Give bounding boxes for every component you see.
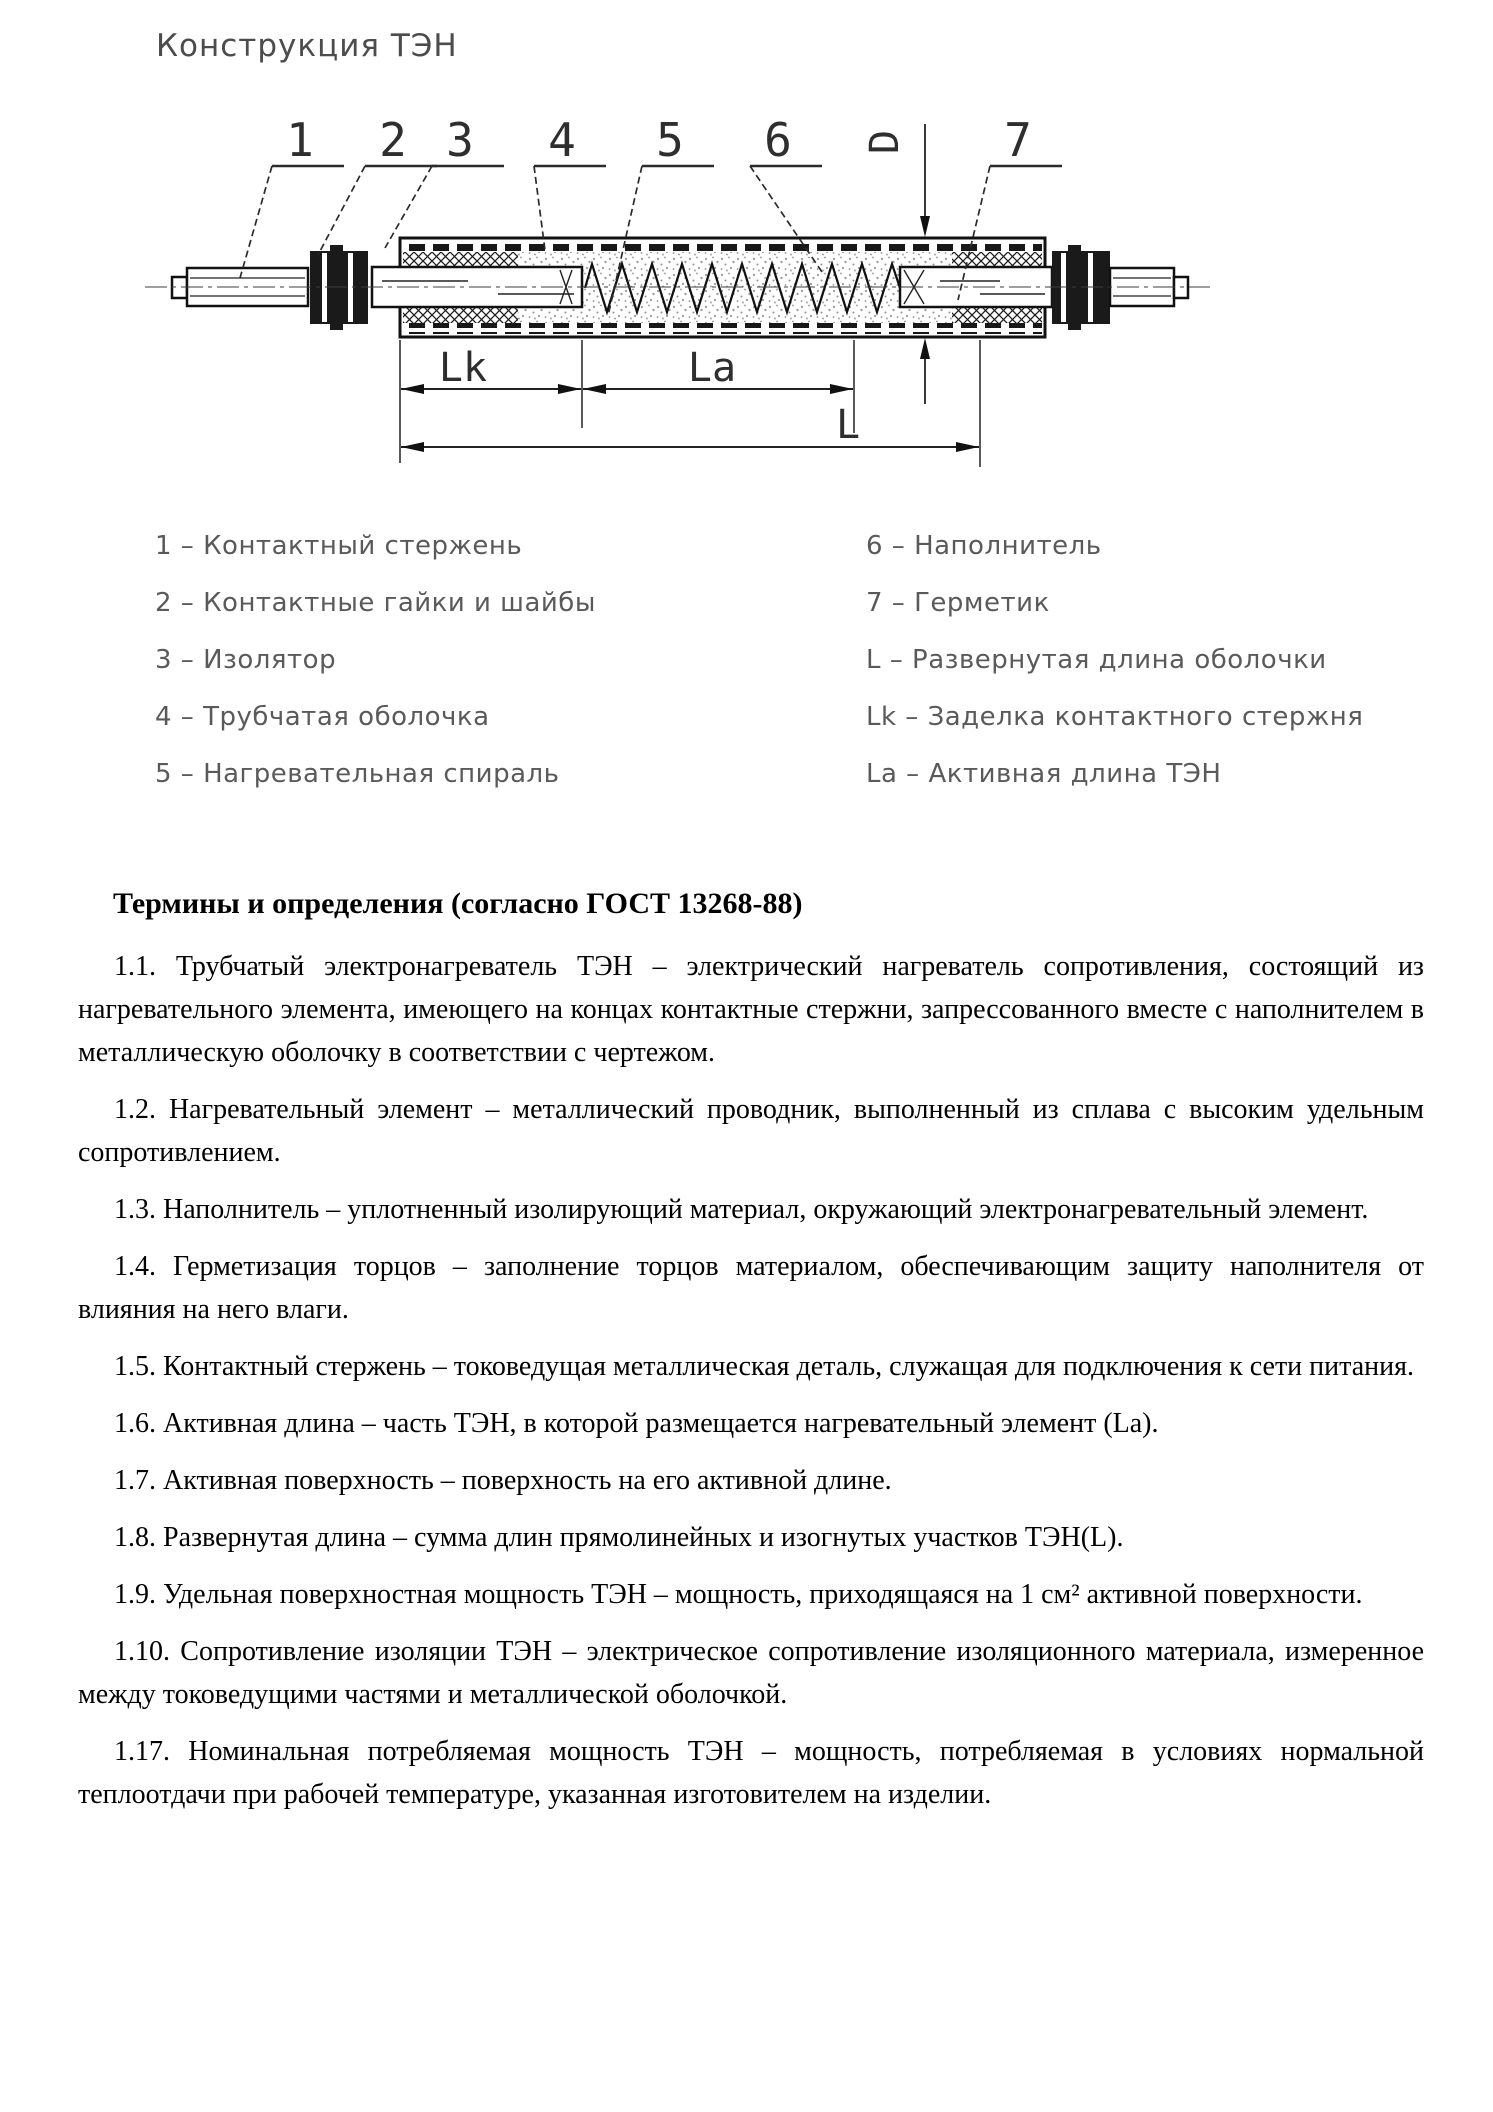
term-paragraph-1-4: 1.4. Герметизация торцов – заполнение торцов материалом, обеспечивающим защиту наполнителя от влияния на него влаги. bbox=[78, 1251, 1424, 1325]
callout-5: 5 bbox=[656, 113, 684, 167]
terms-heading: Термины и определения (согласно ГОСТ 13268-88) bbox=[113, 887, 803, 920]
page-title: Конструкция ТЭН bbox=[156, 28, 458, 64]
term-paragraph-1-17: 1.17. Номинальная потребляемая мощность ТЭН – мощность, потребляемая в условиях нормальной теплоотдачи при рабочей температуре, указанная изготовителем на изделии. bbox=[78, 1736, 1424, 1810]
legend-item-L: L – Развернутая длина оболочки bbox=[866, 645, 1327, 675]
ten-construction-diagram bbox=[0, 0, 1493, 490]
dim-label-la: La bbox=[687, 345, 737, 391]
legend-item-La: La – Активная длина ТЭН bbox=[866, 759, 1222, 789]
callout-3: 3 bbox=[446, 113, 474, 167]
term-paragraph-1-9: 1.9. Удельная поверхностная мощность ТЭН – мощность, приходящаяся на 1 см² активной поверхности. bbox=[114, 1579, 1363, 1610]
callout-7: 7 bbox=[1004, 113, 1032, 167]
callout-6: 6 bbox=[764, 113, 792, 167]
legend-item-5: 5 – Нагревательная спираль bbox=[155, 759, 560, 789]
terms-section bbox=[78, 884, 1424, 1830]
legend-item-6: 6 – Наполнитель bbox=[866, 531, 1102, 561]
legend-column-right bbox=[866, 531, 1363, 816]
legend-item-7: 7 – Герметик bbox=[866, 588, 1050, 618]
term-paragraph-1-5: 1.5. Контактный стержень – токоведущая металлическая деталь, служащая для подключения к сети питания. bbox=[114, 1351, 1414, 1382]
legend-item-4: 4 – Трубчатая оболочка bbox=[155, 702, 490, 732]
shell-wall-bottom bbox=[403, 323, 1042, 334]
shell-wall-top bbox=[403, 241, 1042, 252]
legend-item-Lk: Lk – Заделка контактного стержня bbox=[866, 702, 1364, 732]
callout-1: 1 bbox=[286, 113, 314, 167]
term-paragraph-1-6: 1.6. Активная длина – часть ТЭН, в которой размещается нагревательный элемент (La). bbox=[114, 1408, 1159, 1439]
dim-label-l: L bbox=[835, 402, 861, 448]
legend-item-1: 1 – Контактный стержень bbox=[155, 531, 523, 561]
legend-column-left bbox=[155, 531, 596, 816]
length-dimensions bbox=[400, 340, 980, 467]
callout-4: 4 bbox=[548, 113, 576, 167]
term-paragraph-1-1: 1.1. Трубчатый электронагреватель ТЭН – электрический нагреватель сопротивления, состоящий из нагревательного элемента, имеющего на концах контактные стержни, запрессованного вместе с наполнителем в металлическую оболочку в соответствии с чертежом. bbox=[78, 951, 1424, 1068]
term-paragraph-1-2: 1.2. Нагревательный элемент – металлический проводник, выполненный из сплава с высоким удельным сопротивлением. bbox=[78, 1094, 1424, 1168]
callout-2: 2 bbox=[379, 113, 407, 167]
legend-item-2: 2 – Контактные гайки и шайбы bbox=[155, 588, 596, 618]
term-paragraph-1-10: 1.10. Сопротивление изоляции ТЭН – электрическое сопротивление изоляционного материала, измеренное между токоведущими частями и металлической оболочкой. bbox=[78, 1636, 1424, 1710]
dim-label-lk: Lk bbox=[438, 345, 488, 391]
term-paragraph-1-8: 1.8. Развернутая длина – сумма длин прямолинейных и изогнутых участков ТЭН(L). bbox=[114, 1522, 1124, 1553]
term-paragraph-1-3: 1.3. Наполнитель – уплотненный изолирующий материал, окружающий электронагревательный элемент. bbox=[114, 1194, 1369, 1225]
diameter-label: D bbox=[862, 129, 908, 155]
legend-item-3: 3 – Изолятор bbox=[155, 645, 337, 675]
heater-drawing bbox=[145, 238, 1210, 337]
term-paragraph-1-7: 1.7. Активная поверхность – поверхность на его активной длине. bbox=[114, 1465, 892, 1496]
